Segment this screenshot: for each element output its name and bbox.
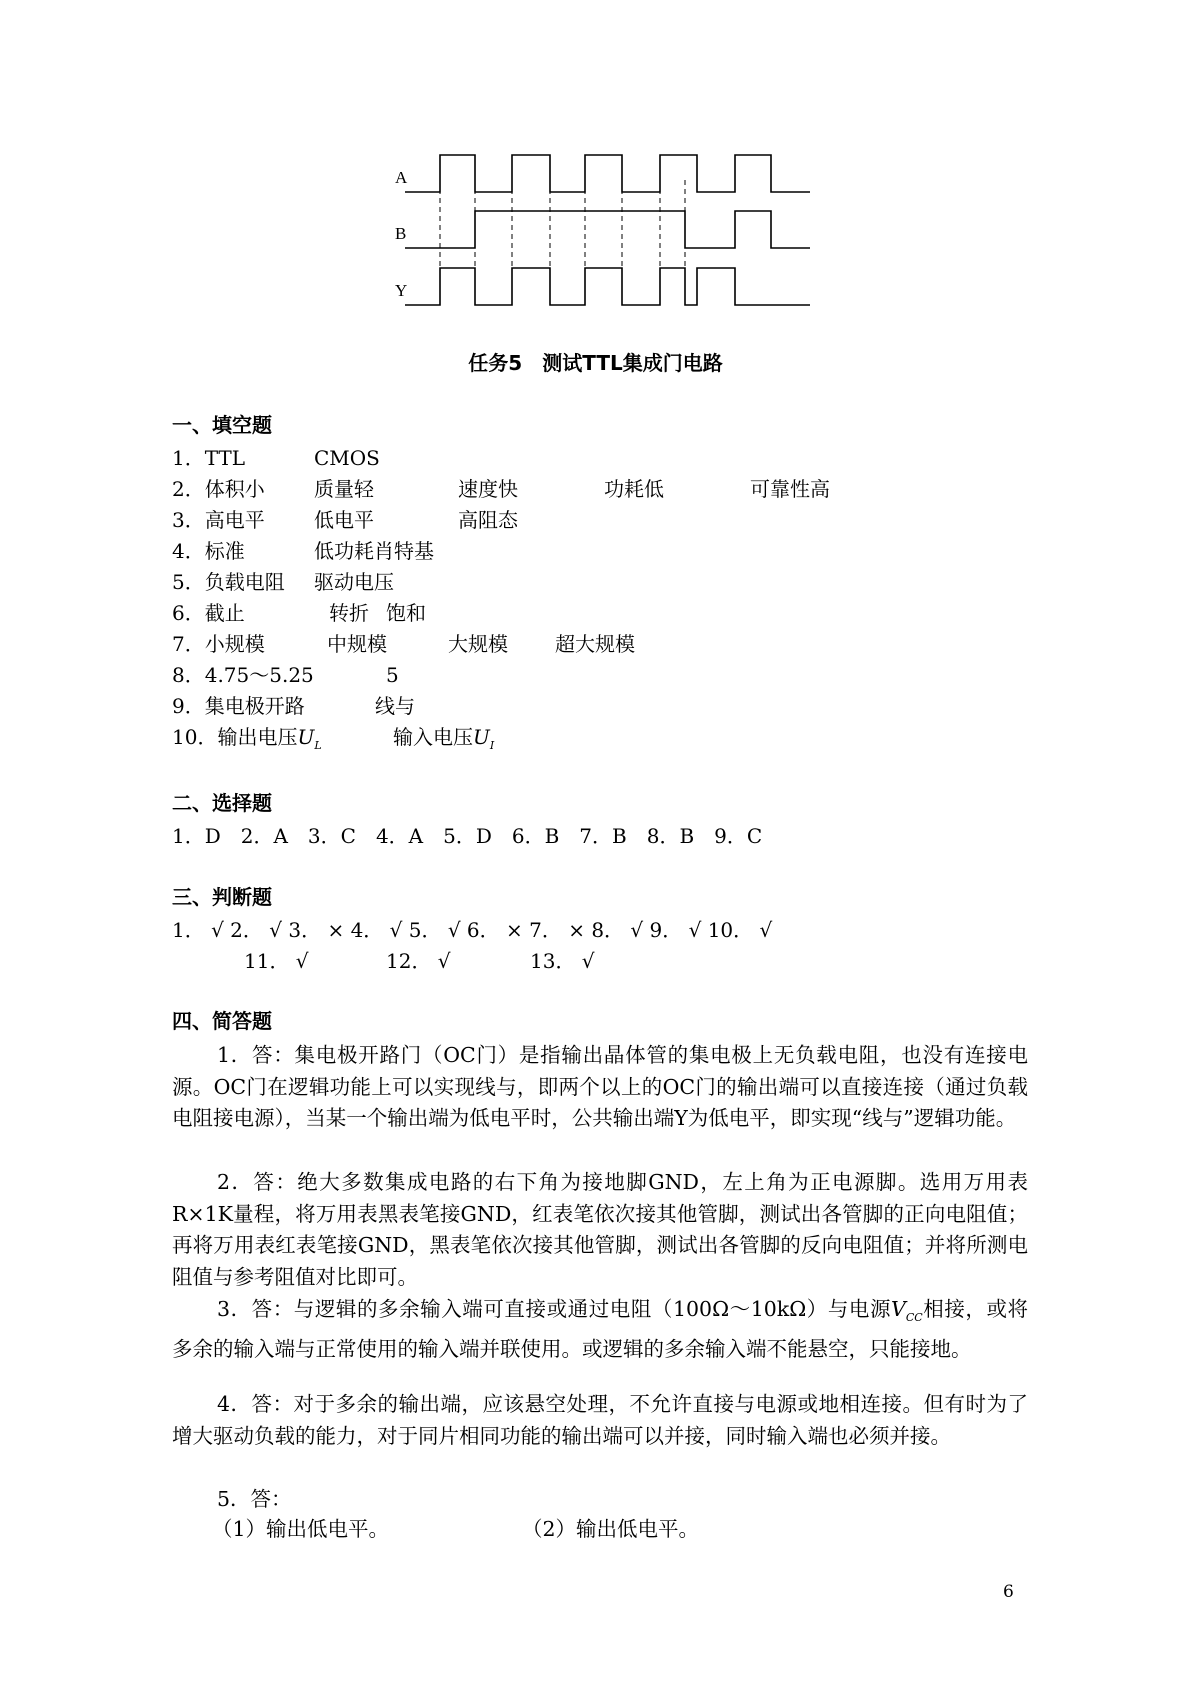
page-number: 6 [1003, 1582, 1014, 1602]
short-answer-5: 5．答： [217, 1487, 292, 1511]
fill-answer-7: 7．小规模 中规模 大规模 超大规模 [172, 632, 635, 656]
section-heading-judge: 三、判断题 [172, 885, 272, 909]
signal-y-waveform [405, 268, 810, 305]
signal-b-label: B [395, 224, 407, 243]
fill-answer-10: 10．输出电压$U_L$ 输入电压$U_I$ [172, 725, 495, 752]
timing-diagram [395, 150, 820, 320]
timing-guide-lines [440, 180, 685, 268]
signal-a-label: A [395, 168, 408, 187]
fill-answer-8: 8．4.75～5.25 5 [172, 663, 399, 687]
fill-answer-2: 2．体积小 质量轻 速度快 功耗低 可靠性高 [172, 477, 830, 501]
section-heading-short-answer: 四、简答题 [172, 1009, 272, 1033]
task-title: 任务5 测试TTL集成门电路 [468, 351, 723, 375]
signal-b-waveform [405, 211, 810, 248]
short-answer-3: 3．答：与逻辑的多余输入端可直接或通过电阻（100Ω～10kΩ）与电源$V_{CC}$相接，或将多余的输入端与正常使用的输入端并联使用。或逻辑的多余输入端不能悬空，只能接地。 [172, 1297, 1029, 1361]
short-answer-2: 2．答：绝大多数集成电路的右下角为接地脚GND，左上角为正电源脚。选用万用表R×1K量程，将万用表黑表笔接GND，红表笔依次接其他管脚，测试出各管脚的正向电阻值；再将万用表红表笔接GND，黑表笔依次接其他管脚，测试出各管脚的反向电阻值；并将所测电阻值与参考阻值对比即可。 [172, 1170, 1028, 1289]
fill-answer-4: 4．标准 低功耗肖特基 [172, 539, 434, 563]
fill-answer-6: 6．截止 转折 饱和 [172, 601, 426, 625]
section-heading-choice: 二、选择题 [172, 791, 272, 815]
judge-answers-line-1: 1． √ 2． √ 3． × 4． √ 5． √ 6． × 7． × 8． √ 9． √ 10． √ [172, 918, 773, 942]
short-answer-5-items: （1）输出低电平。 （2）输出低电平。 [212, 1517, 700, 1541]
signal-a-waveform [405, 155, 810, 192]
fill-answer-5: 5．负载电阻 驱动电压 [172, 570, 394, 594]
signal-y-label: Y [395, 281, 408, 300]
document-page: A B Y 任务5 测试TTL集成门电路 一、填空题 1．TTL CMOS 2．体积小 质量轻 速度快 功耗低 可靠性高 3．高电平 低电平 高阻态 4．标准 低功耗肖特基 5．负载电阻 驱动电压 6．截止 转折 饱和 7．小规模 中规模 大规模 超大规模 8．4.75～5.25 5 9．集电极开路 线与 10．输出电压$U_L$ 输入电压$U_I$ 二、选择题 1．D 2．A 3．C 4．A 5．D 6．B 7．B 8．B 9．C 三、判断题 1． √ 2． √ 3． × 4． √ 5． √ 6． × 7． × 8． √ 9． √ 10． √ 11． √ 12． √ 13． √ 四、简答题 1．答：集电极开路门（OC门）是指输出晶体管的集电极上无负载电阻，也没有连接电源。OC门在逻辑功能上可以实现线与，即两个以上的OC门的输出端可以直接连接（通过负载电阻接电源），当某一个输出端为低电平时，公共输出端Y为低电平，即实现“线与”逻辑功能。 2．答：绝大多数集成电路的右下角为接地脚GND，左上角为正电源脚。选用万用表R×1K量程，将万用表黑表笔接GND，红表笔依次接其他管脚，测试出各管脚的正向电阻值；再将万用表红表笔接GND，黑表笔依次接其他管脚，测试出各管脚的反向电阻值；并将所测电阻值与参考阻值对比即可。 3．答：与逻辑的多余输入端可直接或通过电阻（100Ω～10kΩ）与电源$V_{CC}$相接，或将多余的输入端与正常使用的输入端并联使用。或逻辑的多余输入端不能悬空，只能接地。 4．答：对于多余的输出端，应该悬空处理，不允许直接与电源或地相连接。但有时为了增大驱动负载的能力，对于同片相同功能的输出端可以并接，同时输入端也必须并接。 5．答： （1）输出低电平。 （2）输出低电平。 6 [0, 0, 1191, 1685]
short-answer-1: 1．答：集电极开路门（OC门）是指输出晶体管的集电极上无负载电阻，也没有连接电源。OC门在逻辑功能上可以实现线与，即两个以上的OC门的输出端可以直接连接（通过负载电阻接电源），当某一个输出端为低电平时，公共输出端Y为低电平，即实现“线与”逻辑功能。 [172, 1043, 1028, 1130]
fill-answer-1: 1．TTL CMOS [172, 446, 380, 470]
choice-answers: 1．D 2．A 3．C 4．A 5．D 6．B 7．B 8．B 9．C [172, 824, 763, 848]
fill-answer-9: 9．集电极开路 线与 [172, 694, 415, 718]
fill-answer-3: 3．高电平 低电平 高阻态 [172, 508, 518, 532]
section-heading-fill-blank: 一、填空题 [172, 413, 272, 437]
short-answer-4: 4．答：对于多余的输出端，应该悬空处理，不允许直接与电源或地相连接。但有时为了增大驱动负载的能力，对于同片相同功能的输出端可以并接，同时输入端也必须并接。 [172, 1392, 1028, 1448]
